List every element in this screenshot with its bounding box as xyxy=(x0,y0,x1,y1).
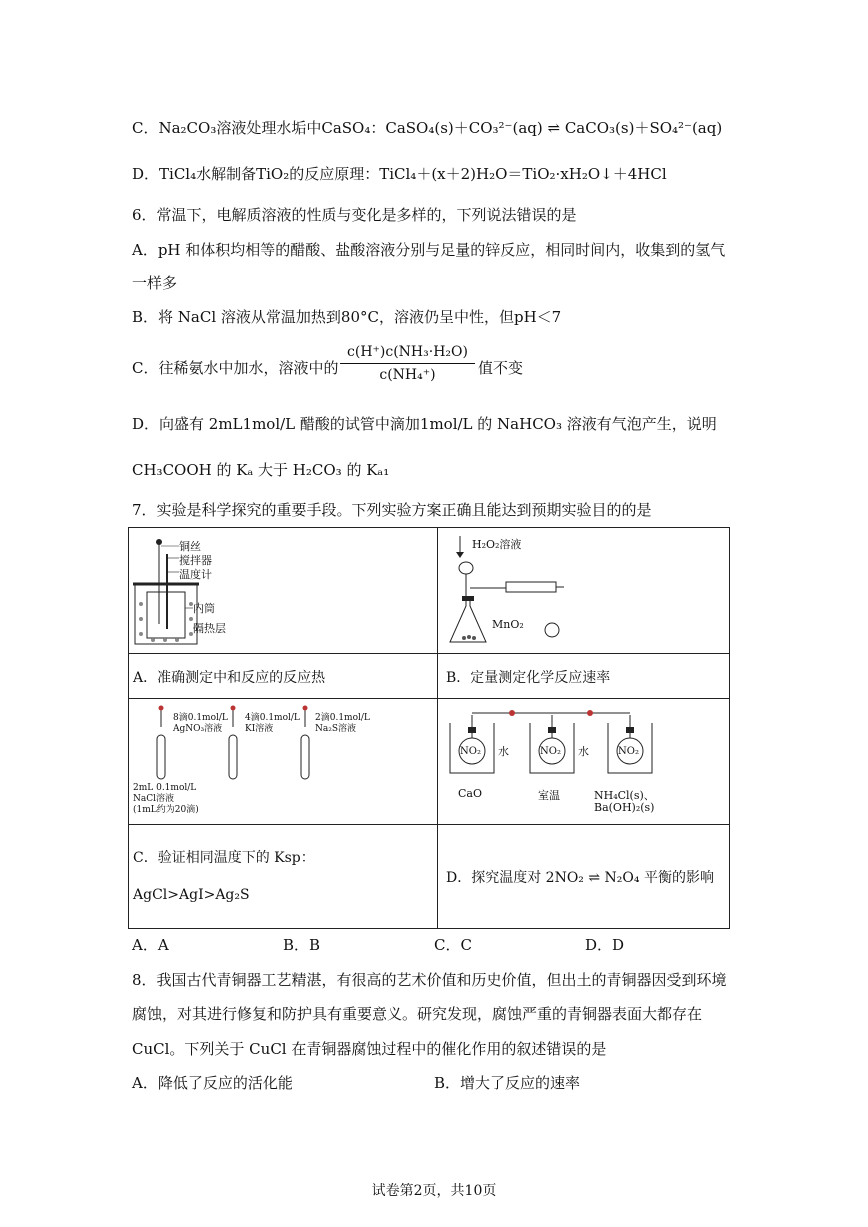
caption-a: A．准确测定中和反应的反应热 xyxy=(133,670,326,686)
label-room-temp: 室温 xyxy=(538,789,560,802)
cell-a-image xyxy=(129,528,438,654)
option-d-ticl4: D．TiCl₄水解制备TiO₂的反应原理：TiCl₄＋(x＋2)H₂O＝TiO₂·xH₂O↓＋4HCl xyxy=(132,165,667,183)
q6-option-b: B．将 NaCl 溶液从常温加热到80°C，溶液仍呈中性，但pH＜7 xyxy=(132,308,562,326)
label-nacl-amount: 2mL 0.1mol/L xyxy=(133,783,197,793)
label-ki-amount: 4滴0.1mol/L xyxy=(245,713,300,723)
label-cao: CaO xyxy=(458,787,482,800)
label-ki: KI溶液 xyxy=(245,724,274,734)
page-footer: 试卷第2页，共10页 xyxy=(371,1183,497,1199)
cell-a-caption xyxy=(129,654,438,699)
label-agno3: AgNO₃溶液 xyxy=(173,724,223,734)
caption-b: B．定量测定化学反应速率 xyxy=(446,670,611,686)
fraction-numerator: c(H⁺)c(NH₃·H₂O) xyxy=(347,344,468,360)
experiment-table xyxy=(128,527,730,929)
label-nacl: NaCl溶液 xyxy=(133,794,175,804)
label-thermometer: 温度计 xyxy=(179,568,212,581)
option-c-caso4: C．Na₂CO₃溶液处理水垢中CaSO₄：CaSO₄(s)＋CO₃²⁻(aq) ⇌ CaCO₃(s)＋SO₄²⁻(aq) xyxy=(132,119,723,137)
cell-b-image xyxy=(438,528,729,654)
q7-option-d: D．D xyxy=(585,936,625,954)
label-h2o2: H₂O₂溶液 xyxy=(472,538,522,551)
cell-d-caption xyxy=(438,825,729,928)
label-mno2: MnO₂ xyxy=(492,618,524,631)
q6-option-c-fraction xyxy=(340,343,475,384)
q7-option-c: C．C xyxy=(434,936,472,954)
q6-option-c-suffix: 值不变 xyxy=(478,359,524,377)
label-no2-1: NO₂ xyxy=(460,746,481,757)
question-8-line3: CuCl。下列关于 CuCl 在青铜器腐蚀过程中的催化作用的叙述错误的是 xyxy=(132,1040,607,1058)
label-insulation: 隔热层 xyxy=(193,622,226,635)
label-baoh2: Ba(OH)₂(s) xyxy=(594,801,655,814)
label-no2-3: NO₂ xyxy=(618,746,639,757)
label-water-1: 水 xyxy=(498,745,509,758)
question-7-stem: 7．实验是科学探究的重要手段。下列实验方案正确且能达到预期实验目的的是 xyxy=(132,501,652,519)
q7-option-b: B．B xyxy=(283,936,321,954)
cell-c-image xyxy=(129,699,438,825)
q6-option-d-line1: D．向盛有 2mL1mol/L 醋酸的试管中滴加1mol/L 的 NaHCO₃ 溶液有气泡产生，说明 xyxy=(132,415,717,433)
label-drop-volume: (1mL约为20滴) xyxy=(133,805,199,815)
q6-option-a-line1: A．pH 和体积均相等的醋酸、盐酸溶液分别与足量的锌反应，相同时间内，收集到的氢气 xyxy=(132,241,726,259)
question-8-line2: 腐蚀，对其进行修复和防护具有重要意义。研究发现，腐蚀严重的青铜器表面大都存在 xyxy=(132,1005,703,1023)
q8-option-b: B．增大了反应的速率 xyxy=(434,1074,581,1092)
q8-option-a: A．降低了反应的活化能 xyxy=(132,1074,293,1092)
cell-c-caption xyxy=(129,825,438,928)
q6-option-c-prefix: C．往稀氨水中加水，溶液中的 xyxy=(132,359,339,377)
q7-option-a: A．A xyxy=(132,936,169,954)
label-agno3-amount: 8滴0.1mol/L xyxy=(173,713,228,723)
question-6-stem: 6．常温下，电解质溶液的性质与变化是多样的，下列说法错误的是 xyxy=(132,206,577,224)
label-inner-cylinder: 内筒 xyxy=(193,602,215,615)
caption-c-line2: AgCl>AgI>Ag₂S xyxy=(133,887,250,903)
label-nh4cl: NH₄Cl(s)、 xyxy=(594,789,655,802)
label-no2-2: NO₂ xyxy=(540,746,561,757)
cell-d-image xyxy=(438,699,729,825)
label-na2s: Na₂S溶液 xyxy=(315,724,357,734)
caption-c-line1: C．验证相同温度下的 Ksp： xyxy=(133,850,315,866)
question-8-line1: 8．我国古代青铜器工艺精湛，有很高的艺术价值和历史价值，但出土的青铜器因受到环境 xyxy=(132,971,727,989)
caption-d: D．探究温度对 2NO₂ ⇌ N₂O₄ 平衡的影响 xyxy=(446,870,714,886)
label-na2s-amount: 2滴0.1mol/L xyxy=(315,713,370,723)
fraction-denominator: c(NH₄⁺) xyxy=(379,367,436,383)
label-water-2: 水 xyxy=(578,745,589,758)
q6-option-a-line2: 一样多 xyxy=(132,274,178,292)
label-stirrer: 搅拌器 xyxy=(179,554,212,567)
q6-option-d-line2: CH₃COOH 的 Kₐ 大于 H₂CO₃ 的 Kₐ₁ xyxy=(132,461,390,479)
label-copper-wire: 铜丝 xyxy=(179,540,201,553)
cell-b-caption xyxy=(438,654,729,699)
